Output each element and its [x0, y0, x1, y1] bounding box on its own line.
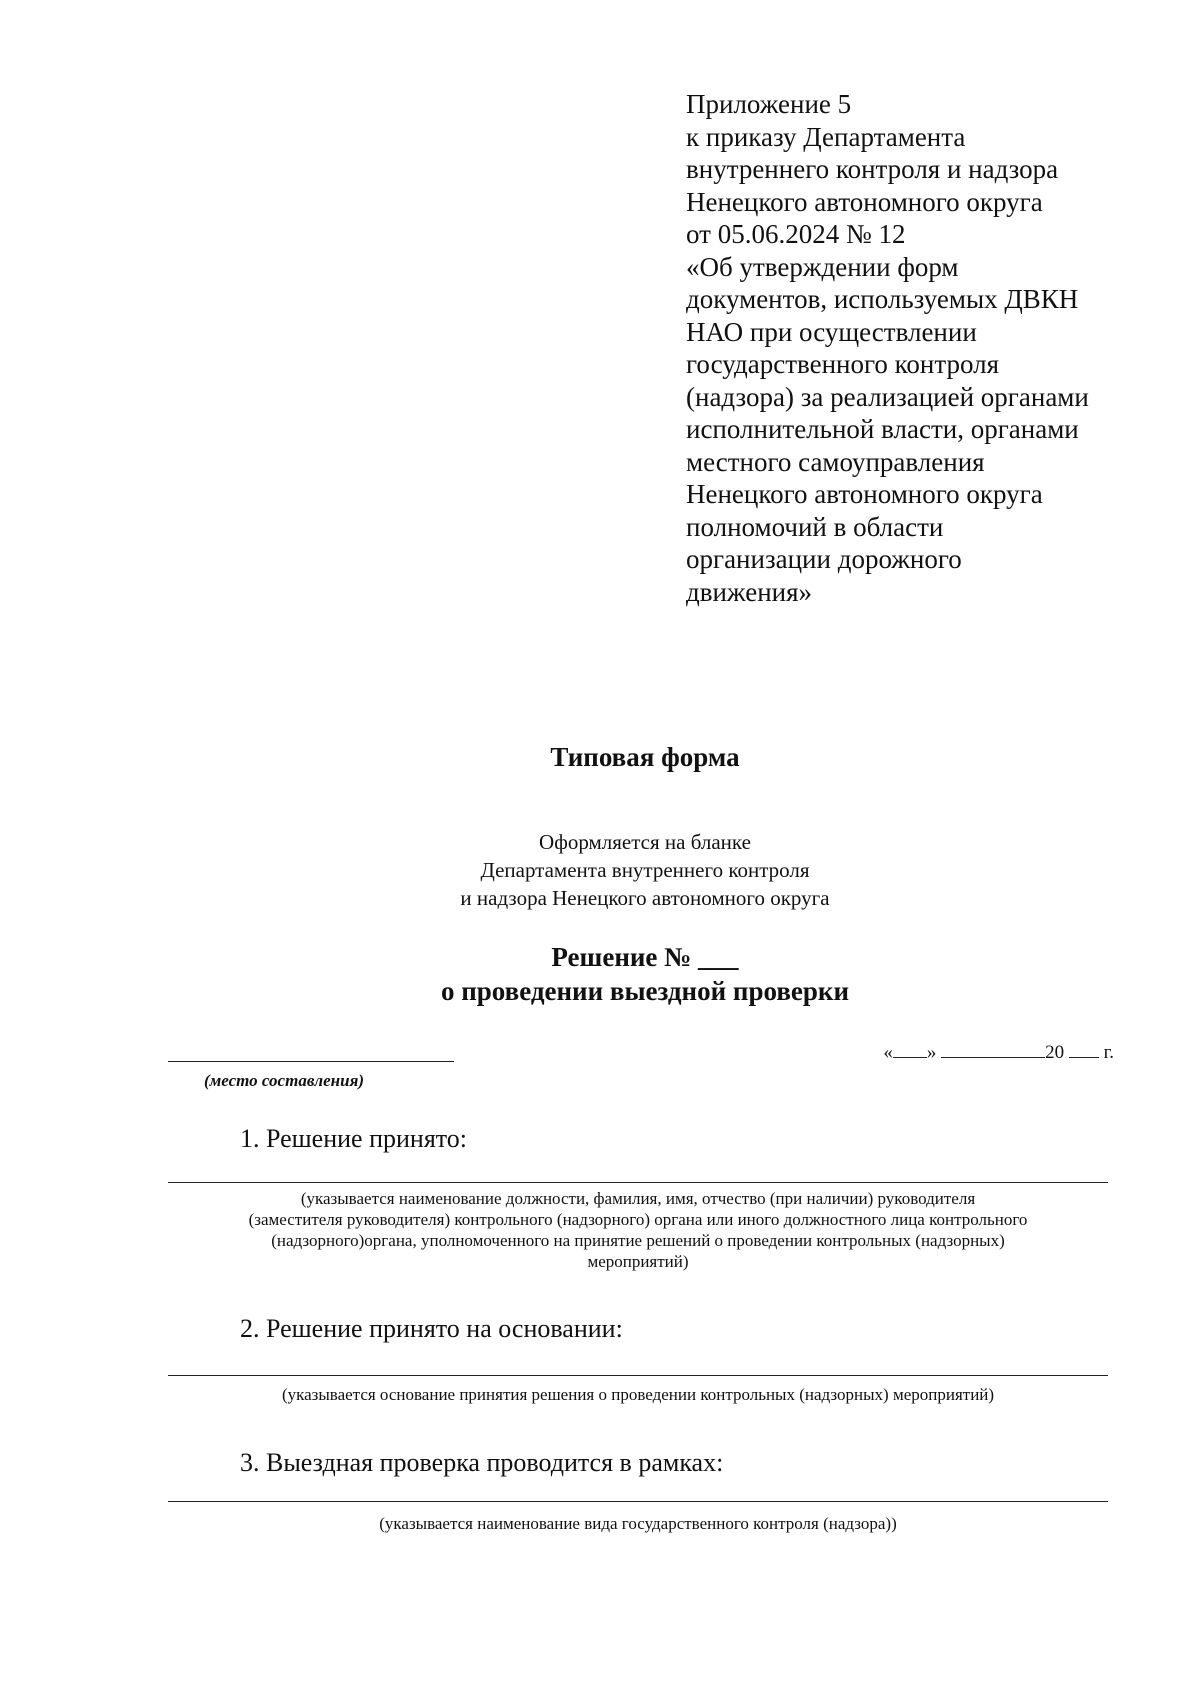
appendix-line: исполнительной власти, органами [686, 414, 1079, 444]
date-field [883, 1041, 1114, 1064]
decision-subject-line: о проведении выездной проверки [440, 976, 850, 1006]
date-year-prefix: 20 [1045, 1042, 1065, 1063]
appendix-header [686, 88, 1126, 608]
item-3-label: 3. Выездная проверка проводится в рамках: [240, 1448, 724, 1477]
form-title: Типовая форма [550, 742, 740, 772]
decision-number-line: Решение № ___ [551, 942, 739, 972]
date-year-suffix: г. [1103, 1042, 1114, 1063]
decision-title [0, 940, 1200, 1008]
item-2-caption [168, 1384, 1108, 1405]
appendix-line: движения» [686, 576, 813, 607]
item-2-caption-line: (указывается основание принятия решения о проведении контрольных (надзорных) мероприятий) [281, 1385, 995, 1404]
appendix-line: (надзора) за реализацией органами [686, 381, 1089, 412]
appendix-line: «Об утверждении форм [686, 251, 959, 282]
appendix-line: к приказу Департамента [686, 121, 966, 152]
appendix-line: местного самоуправления [686, 446, 985, 477]
item-3-fill-line[interactable] [168, 1501, 1108, 1502]
date-close-quote: » [926, 1042, 937, 1063]
blank-note [0, 828, 1200, 912]
appendix-line: организации дорожного [686, 544, 962, 574]
place-fill-line[interactable] [168, 1061, 454, 1062]
item-2-fill-line[interactable] [168, 1375, 1108, 1376]
item-2-label: 2. Решение принято на основании: [240, 1314, 623, 1343]
item-1-label: 1. Решение принято: [240, 1124, 468, 1153]
appendix-line: полномочий в области [686, 511, 944, 542]
item-1-caption-line: (надзорного)органа, уполномоченного на принятие решений о проведении контрольных (надзорных) [271, 1231, 1005, 1250]
appendix-line: от 05.06.2024 № 12 [686, 219, 906, 249]
item-3-caption-line: (указывается наименование вида государственного контроля (надзора)) [379, 1514, 897, 1533]
date-month-blank[interactable] [941, 1041, 1045, 1058]
item-3-caption [168, 1513, 1108, 1534]
date-year-blank[interactable] [1069, 1041, 1099, 1058]
item-1-fill-line[interactable] [168, 1182, 1108, 1183]
date-open-quote: « [883, 1042, 893, 1063]
blank-note-line: Оформляется на бланке [539, 830, 751, 854]
item-1-caption-line: (указывается наименование должности, фамилия, имя, отчество (при наличии) руководителя [300, 1189, 976, 1208]
place-caption: (место составления) [204, 1071, 364, 1090]
appendix-line: государственного контроля [686, 349, 999, 379]
appendix-line: НАО при осуществлении [686, 316, 977, 347]
item-1-caption-line: (заместителя руководителя) контрольного (надзорного) органа или иного должностного лица контрольного [248, 1210, 1028, 1229]
appendix-line: внутреннего контроля и надзора [686, 154, 1059, 184]
item-1-caption-line: мероприятий) [587, 1252, 689, 1271]
blank-note-line: Департамента внутреннего контроля [480, 858, 810, 882]
appendix-line: Ненецкого автономного округа [686, 479, 1043, 509]
blank-note-line: и надзора Ненецкого автономного округа [460, 886, 830, 910]
appendix-line: Приложение 5 [686, 89, 852, 119]
appendix-line: документов, используемых ДВКН [686, 284, 1079, 314]
date-day-blank[interactable] [893, 1041, 927, 1058]
appendix-line: Ненецкого автономного округа [686, 186, 1043, 217]
item-1-caption [168, 1188, 1108, 1272]
